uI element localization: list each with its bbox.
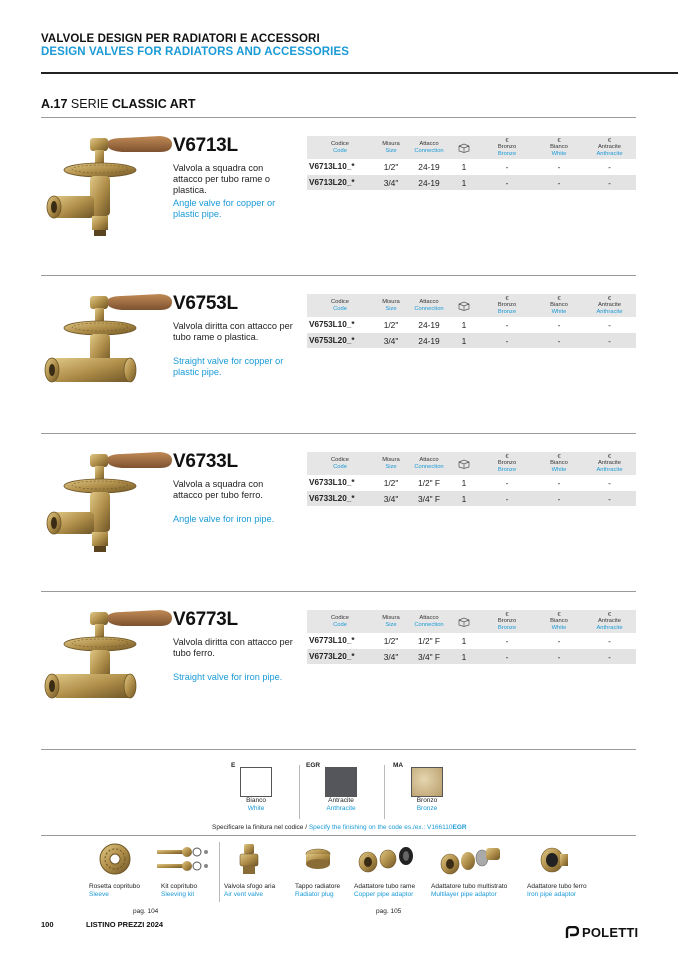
row-size: 3/4" [383,494,399,504]
row-bronze: - [505,336,509,346]
product-divider [41,275,636,276]
header-code: Codice Code [330,615,350,628]
row-connection: 24-19 [418,320,440,330]
table-row [307,633,636,649]
row-qty: 1 [461,478,467,488]
table-row [307,649,636,665]
series-code: A.17 [41,97,68,111]
row-bronze: - [505,636,509,646]
accessory-label-copper-adaptor: Adattatore tubo rame Copper pipe adaptor [354,883,416,898]
row-anthracite: - [608,494,611,504]
page-number: 100 [41,920,54,929]
row-size: 1/2" [383,636,399,646]
row-code: V6753L20_* [309,336,355,345]
row-size: 3/4" [383,178,399,188]
brand-name: POLETTI [582,925,639,940]
header-connection: Attacco Connection [414,615,444,628]
row-bronze: - [505,652,509,662]
valve-image [42,288,172,408]
table-header [307,610,636,633]
product-table [307,610,636,665]
row-code: V6713L20_* [309,178,355,187]
table-header [307,452,636,475]
header-divider [41,72,678,74]
finish-note [212,824,467,831]
header-anthracite: € Antracite Anthracite [596,295,623,315]
row-anthracite: - [608,178,611,188]
row-white: - [557,162,561,172]
header-size: Misura Size [382,299,400,312]
sleeving-kit-icon [155,840,211,878]
finish-note-code: EGR [452,824,467,831]
row-size: 1/2" [383,162,399,172]
finish-note-en: Specify the finishing on the code es./ex.: V166110 [308,824,453,831]
header-code: Codice Code [330,299,350,312]
product-desc-it: Valvola diritta con attacco per tubo rame o plastica. [173,321,293,342]
row-connection: 1/2" F [417,478,441,488]
row-anthracite: - [608,336,611,346]
row-bronze: - [505,320,509,330]
row-size: 3/4" [383,652,399,662]
header-code: Codice Code [330,457,350,470]
row-bronze: - [505,494,509,504]
row-qty: 1 [461,178,467,188]
table-header [307,136,636,159]
sleeve-rosette-icon [98,840,132,878]
table-row [307,491,636,507]
finish-swatch-white[interactable] [240,767,272,797]
finish-note-it: Specificare la finitura nel codice / [212,824,309,831]
table-row [307,333,636,349]
finish-swatch-anthracite[interactable] [325,767,357,797]
row-code: V6773L10_* [309,636,355,645]
header-anthracite: € Antracite Anthracite [596,137,623,157]
row-white: - [557,178,561,188]
table-row [307,175,636,191]
table-row [307,475,636,491]
row-white: - [557,478,561,488]
row-white: - [557,494,561,504]
finish-divider [299,765,300,819]
row-connection: 3/4" F [417,494,441,504]
package-icon [449,294,479,317]
header-connection: Attacco Connection [414,299,444,312]
header-size: Misura Size [382,457,400,470]
product-desc-en: Straight valve for iron pipe. [173,672,283,682]
row-code: V6713L10_* [309,162,355,171]
iron-adaptor-icon [538,840,570,878]
valve-image [42,604,172,724]
finish-code: MA [393,762,404,769]
row-size: 3/4" [383,336,399,346]
product-desc-en: Angle valve for iron pipe. [173,514,275,524]
row-connection: 24-19 [418,178,440,188]
finish-label: Bronzo Bronze [416,797,438,812]
header-connection: Attacco Connection [414,457,444,470]
product-table [307,136,636,191]
valve-image [42,446,172,566]
product-desc-en: Angle valve for copper or plastic pipe. [173,198,276,219]
row-anthracite: - [608,320,611,330]
row-bronze: - [505,478,509,488]
series-name: CLASSIC ART [111,97,196,111]
header-bronze: € Bronzo Bronze [497,611,517,631]
copper-adaptor-icon [356,840,418,878]
accessory-label-iron-adaptor: Adattatore tubo ferro Iron pipe adaptor [527,883,587,898]
series-prefix: SERIE [70,97,109,111]
series-divider [41,117,636,118]
row-anthracite: - [608,652,611,662]
row-qty: 1 [461,336,467,346]
finish-swatch-bronze[interactable] [411,767,443,797]
row-bronze: - [505,178,509,188]
product-table [307,294,636,349]
header-white: € Bianco White [550,295,568,315]
header-anthracite: € Antracite Anthracite [596,453,623,473]
accessories-divider [41,835,636,836]
package-icon [449,452,479,475]
product-divider [41,433,636,434]
row-size: 1/2" [383,320,399,330]
product-title: V6773L [173,609,238,630]
page-ref-105[interactable]: pag. 105 [376,908,402,915]
row-white: - [557,636,561,646]
row-code: V6773L20_* [309,652,355,661]
row-size: 1/2" [383,478,399,488]
product-title: V6713L [173,135,238,156]
row-qty: 1 [461,652,467,662]
product-title: V6753L [173,293,238,314]
row-qty: 1 [461,494,467,504]
product-desc-en: Straight valve for copper or plastic pipe. [173,356,284,377]
accessory-label-sleeving-kit: Kit copritubo Sleeving kit [161,883,198,898]
row-white: - [557,652,561,662]
table-row [307,317,636,333]
header-code: Codice Code [330,141,350,154]
header-white: € Bianco White [550,137,568,157]
row-connection: 1/2" F [417,636,441,646]
row-qty: 1 [461,320,467,330]
row-qty: 1 [461,162,467,172]
header-title-it: VALVOLE DESIGN PER RADIATORI E ACCESSORI [41,33,320,45]
finish-code: EGR [306,762,321,769]
series-title [41,97,195,111]
header-title-en: DESIGN VALVES FOR RADIATORS AND ACCESSORIES [41,46,350,58]
finish-label: Antracite Anthracite [326,797,356,812]
accessory-label-air-vent: Valvola sfogo aria Air vent valve [224,883,276,898]
brand-logo [565,925,638,940]
row-qty: 1 [461,636,467,646]
table-row [307,159,636,175]
valve-image [42,130,172,250]
row-connection: 3/4" F [417,652,441,662]
accessory-label-radiator-plug: Tappo radiatore Radiator plug [295,883,341,898]
row-connection: 24-19 [418,162,440,172]
header-size: Misura Size [382,141,400,154]
accessory-divider [219,842,220,902]
header-connection: Attacco Connection [414,141,444,154]
header-bronze: € Bronzo Bronze [497,453,517,473]
product-desc-it: Valvola a squadra con attacco per tubo ferro. [173,479,264,500]
package-icon [449,136,479,159]
header-white: € Bianco White [550,453,568,473]
row-code: V6733L20_* [309,494,355,503]
product-divider [41,591,636,592]
row-white: - [557,336,561,346]
row-anthracite: - [608,636,611,646]
footer-title: LISTINO PREZZI 2024 [86,920,164,929]
product-title: V6733L [173,451,238,472]
header-size: Misura Size [382,615,400,628]
row-code: V6753L10_* [309,320,355,329]
product-desc-it: Valvola diritta con attacco per tubo ferro. [173,637,293,658]
radiator-plug-icon [303,840,333,878]
header-anthracite: € Antracite Anthracite [596,611,623,631]
page-ref-104[interactable]: pag. 104 [133,908,159,915]
air-vent-valve-icon [236,840,262,878]
header-white: € Bianco White [550,611,568,631]
finish-divider [384,765,385,819]
package-icon [449,610,479,633]
accessory-label-multilayer-adaptor: Adattatore tubo multistrato Multilayer pipe adaptor [431,883,508,898]
accessory-label-sleeve: Rosetta copritubo Sleeve [89,883,140,898]
row-connection: 24-19 [418,336,440,346]
product-desc-it: Valvola a squadra con attacco per tubo rame o plastica. [173,163,271,195]
row-white: - [557,320,561,330]
multilayer-adaptor-icon [438,840,504,878]
finish-label: Bianco White [246,797,266,812]
table-header [307,294,636,317]
header-bronze: € Bronzo Bronze [497,295,517,315]
row-anthracite: - [608,162,611,172]
header-bronze: € Bronzo Bronze [497,137,517,157]
finishes-divider [41,749,636,750]
row-anthracite: - [608,478,611,488]
finish-code: E [231,762,236,769]
poletti-logo-icon [565,926,579,940]
row-bronze: - [505,162,509,172]
row-code: V6733L10_* [309,478,355,487]
product-table [307,452,636,507]
